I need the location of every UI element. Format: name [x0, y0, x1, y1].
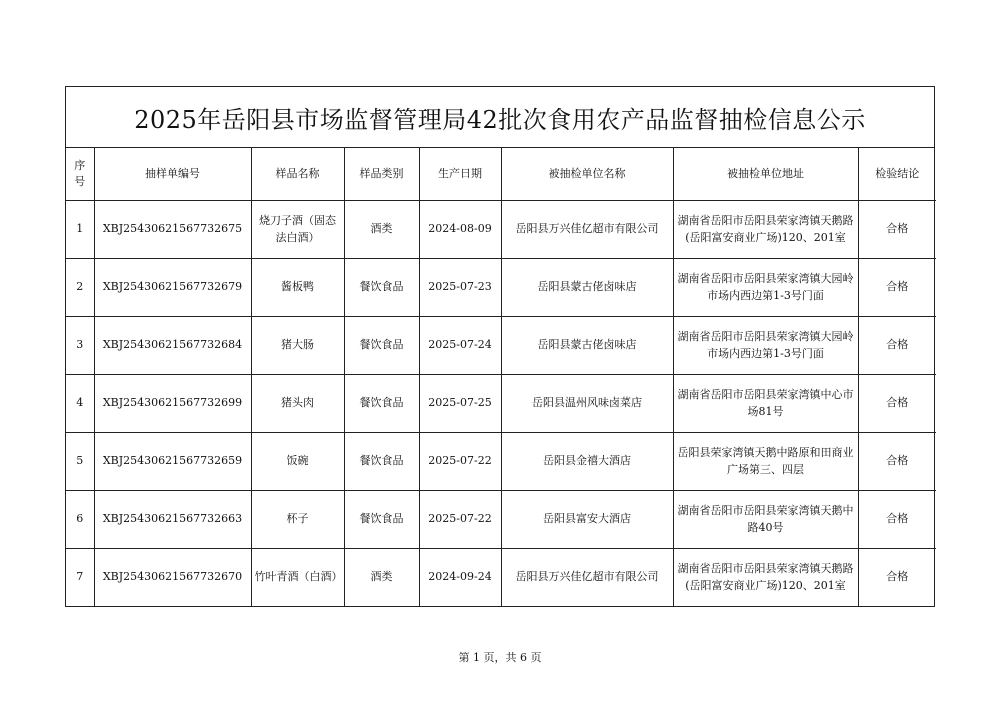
cell-sample-id: XBJ25430621567732659 [94, 433, 251, 491]
cell-sample-name: 饭碗 [251, 433, 344, 491]
cell-result: 合格 [858, 375, 936, 433]
cell-seq: 1 [66, 201, 94, 259]
cell-seq: 6 [66, 491, 94, 549]
cell-production-date: 2025-07-24 [419, 317, 501, 375]
cell-sample-id: XBJ25430621567732670 [94, 549, 251, 607]
cell-sample-category: 酒类 [344, 201, 419, 259]
cell-sample-name: 猪大肠 [251, 317, 344, 375]
cell-seq: 7 [66, 549, 94, 607]
cell-sample-name: 烧刀子酒（固态法白酒） [251, 201, 344, 259]
cell-sample-id: XBJ25430621567732684 [94, 317, 251, 375]
table-row [66, 549, 936, 607]
cell-production-date: 2024-09-24 [419, 549, 501, 607]
inspection-table-sheet [65, 86, 935, 607]
cell-sample-id: XBJ25430621567732663 [94, 491, 251, 549]
header-sample-name: 样品名称 [251, 148, 344, 201]
cell-unit-address: 岳阳县荣家湾镇天鹅中路原和田商业广场第三、四层 [673, 433, 858, 491]
cell-result: 合格 [858, 201, 936, 259]
cell-unit-address: 湖南省岳阳市岳阳县荣家湾镇中心市场81号 [673, 375, 858, 433]
cell-sample-id: XBJ25430621567732699 [94, 375, 251, 433]
table-header-row [66, 148, 936, 201]
cell-unit-name: 岳阳县金禧大酒店 [501, 433, 673, 491]
table-row [66, 433, 936, 491]
header-seq: 序号 [66, 148, 94, 201]
cell-seq: 4 [66, 375, 94, 433]
cell-production-date: 2025-07-22 [419, 433, 501, 491]
cell-result: 合格 [858, 317, 936, 375]
page-footer: 第 1 页，共 6 页 [458, 651, 542, 664]
cell-sample-id: XBJ25430621567732679 [94, 259, 251, 317]
header-production-date: 生产日期 [419, 148, 501, 201]
header-sample-id: 抽样单编号 [94, 148, 251, 201]
header-unit-address: 被抽检单位地址 [673, 148, 858, 201]
cell-result: 合格 [858, 433, 936, 491]
cell-unit-address: 湖南省岳阳市岳阳县荣家湾镇大园岭市场内西边第1-3号门面 [673, 259, 858, 317]
cell-production-date: 2025-07-23 [419, 259, 501, 317]
table-row [66, 375, 936, 433]
document-title: 2025年岳阳县市场监督管理局42批次食用农产品监督抽检信息公示 [66, 87, 934, 148]
cell-unit-address: 湖南省岳阳市岳阳县荣家湾镇大园岭市场内西边第1-3号门面 [673, 317, 858, 375]
cell-seq: 5 [66, 433, 94, 491]
cell-result: 合格 [858, 259, 936, 317]
header-result: 检验结论 [858, 148, 936, 201]
inspection-table [66, 148, 936, 606]
cell-unit-name: 岳阳县富安大酒店 [501, 491, 673, 549]
cell-production-date: 2024-08-09 [419, 201, 501, 259]
cell-sample-category: 餐饮食品 [344, 375, 419, 433]
cell-unit-address: 湖南省岳阳市岳阳县荣家湾镇天鹅中路40号 [673, 491, 858, 549]
cell-sample-name: 猪头肉 [251, 375, 344, 433]
table-row [66, 491, 936, 549]
cell-unit-name: 岳阳县温州风味卤菜店 [501, 375, 673, 433]
cell-sample-category: 酒类 [344, 549, 419, 607]
cell-sample-name: 酱板鸭 [251, 259, 344, 317]
cell-result: 合格 [858, 549, 936, 607]
cell-seq: 3 [66, 317, 94, 375]
cell-unit-name: 岳阳县万兴佳亿超市有限公司 [501, 201, 673, 259]
table-row [66, 317, 936, 375]
header-sample-category: 样品类别 [344, 148, 419, 201]
cell-production-date: 2025-07-25 [419, 375, 501, 433]
cell-unit-name: 岳阳县万兴佳亿超市有限公司 [501, 549, 673, 607]
cell-unit-name: 岳阳县蒙古佬卤味店 [501, 259, 673, 317]
cell-sample-id: XBJ25430621567732675 [94, 201, 251, 259]
cell-sample-category: 餐饮食品 [344, 491, 419, 549]
cell-sample-category: 餐饮食品 [344, 317, 419, 375]
cell-production-date: 2025-07-22 [419, 491, 501, 549]
cell-result: 合格 [858, 491, 936, 549]
cell-unit-address: 湖南省岳阳市岳阳县荣家湾镇天鹅路(岳阳富安商业广场)120、201室 [673, 201, 858, 259]
table-row [66, 201, 936, 259]
cell-unit-address: 湖南省岳阳市岳阳县荣家湾镇天鹅路(岳阳富安商业广场)120、201室 [673, 549, 858, 607]
table-row [66, 259, 936, 317]
cell-sample-name: 竹叶青酒（白酒） [251, 549, 344, 607]
cell-sample-category: 餐饮食品 [344, 433, 419, 491]
header-unit-name: 被抽检单位名称 [501, 148, 673, 201]
cell-sample-name: 杯子 [251, 491, 344, 549]
cell-sample-category: 餐饮食品 [344, 259, 419, 317]
cell-seq: 2 [66, 259, 94, 317]
cell-unit-name: 岳阳县蒙古佬卤味店 [501, 317, 673, 375]
